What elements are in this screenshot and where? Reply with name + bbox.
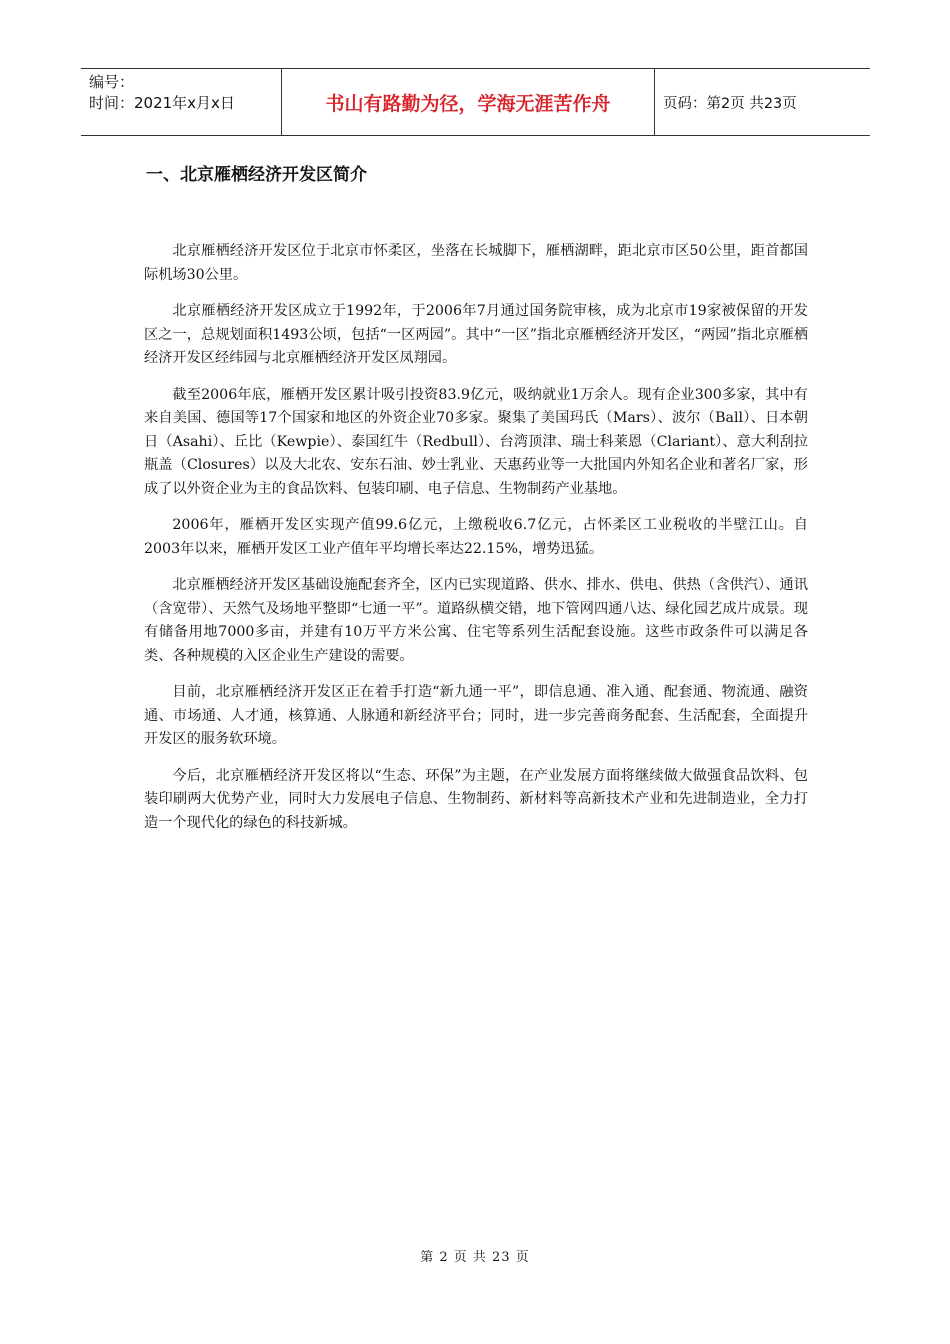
- paragraph: 北京雁栖经济开发区基础设施配套齐全，区内已实现道路、供水、排水、供电、供热（含供汽）、通讯（含宽带）、天然气及场地平整即“七通一平”。道路纵横交错，地下管网四通八达、绿化园艺成片成景。现有储备用地7000多亩，并建有10万平方米公寓、住宅等系列生活配套设施。这些市政条件可以满足各类、各种规模的入区企业生产建设的需要。: [144, 577, 808, 664]
- paragraph: 截至2006年底，雁栖开发区累计吸引投资83.9亿元，吸纳就业1万余人。现有企业300多家，其中有来自美国、德国等17个国家和地区的外资企业70多家。聚集了美国玛氏（Mars）、波尔（Ball）、日本朝日（Asahi）、丘比（Kewpie）、泰国红牛（Redbull）、台湾顶津、瑞士科莱恩（Clariant）、意大利刮拉瓶盖（Closures）以及大北农、安东石油、妙士乳业、天惠药业等一大批国内外知名企业和著名厂家，形成了以外资企业为主的食品饮料、包装印刷、电子信息、生物制药产业基地。: [144, 386, 808, 497]
- paragraph: 今后，北京雁栖经济开发区将以“生态、环保”为主题，在产业发展方面将继续做大做强食品饮料、包装印刷两大优势产业，同时大力发展电子信息、生物制药、新材料等高新技术产业和先进制造业，全力打造一个现代化的绿色的科技新城。: [144, 767, 808, 831]
- paragraph: 目前，北京雁栖经济开发区正在着手打造“新九通一平”，即信息通、准入通、配套通、物流通、融资通、市场通、人才通，核算通、人脉通和新经济平台；同时，进一步完善商务配套、生活配套，全面提升开发区的服务软环境。: [144, 684, 808, 747]
- header-motto: 书山有路勤为径，学海无涯苦作舟: [282, 69, 655, 135]
- number-label: 编号：: [89, 73, 135, 91]
- paragraph: 2006年，雁栖开发区实现产值99.6亿元，上缴税收6.7亿元，占怀柔区工业税收的半壁江山。自2003年以来，雁栖开发区工业产值年平均增长率达22.15%，增势迅猛。: [144, 517, 808, 557]
- header-page-info: 页码：第2页 共23页: [663, 95, 797, 112]
- header-meta: [81, 69, 282, 135]
- paragraph: 北京雁栖经济开发区成立于1992年，于2006年7月通过国务院审核，成为北京市19家被保留的开发区之一，总规划面积1493公顷，包括“一区两园”。其中“一区”指北京雁栖经济开发区，“两园”指北京雁栖经济开发区经纬园与北京雁栖经济开发区凤翔园。: [144, 303, 808, 366]
- page-footer: 第 2 页 共 23 页: [420, 1250, 530, 1265]
- document-header: [81, 68, 870, 136]
- section-title: 一、北京雁栖经济开发区简介: [146, 165, 367, 185]
- body-text: [144, 240, 808, 848]
- paragraph: 北京雁栖经济开发区位于北京市怀柔区，坐落在长城脚下，雁栖湖畔，距北京市区50公里，距首都国际机场30公里。: [144, 243, 808, 283]
- date-line: 时间：2021年x月x日: [89, 94, 235, 112]
